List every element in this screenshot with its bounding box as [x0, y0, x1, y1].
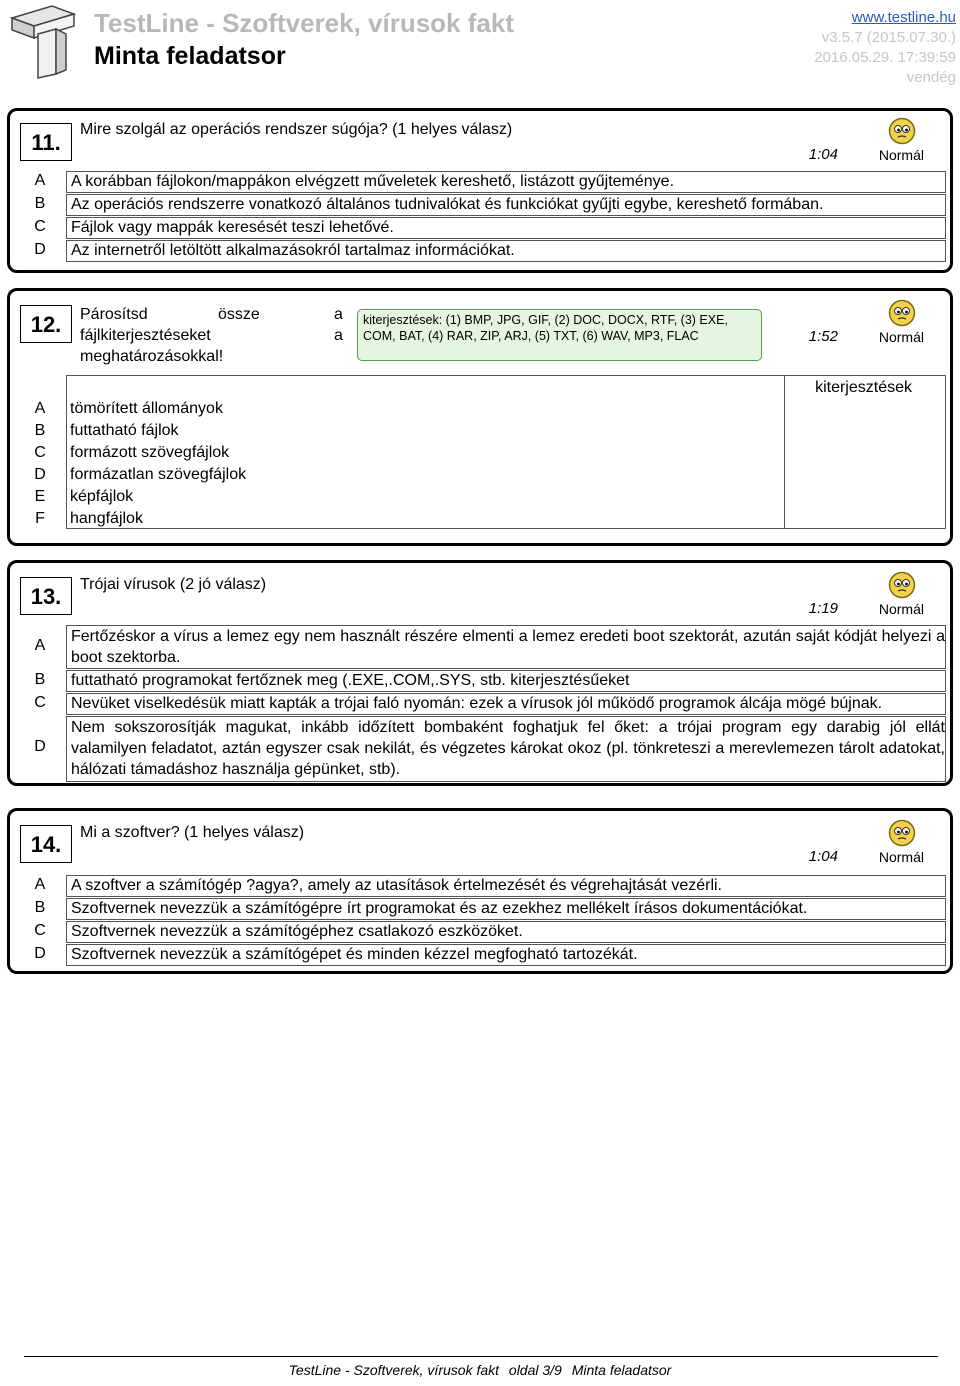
answer-text[interactable]: Az internetről letöltött alkalmazásokról tartalmaz információkat. — [66, 240, 946, 262]
answer-letter: D — [34, 738, 46, 755]
answer-letter: B — [34, 899, 46, 916]
answer-text: formázott szövegfájlok — [70, 444, 230, 461]
question-text-word: a — [334, 306, 343, 323]
answer-row[interactable] — [10, 625, 950, 669]
question-card-14 — [7, 808, 953, 974]
answer-row[interactable] — [10, 240, 950, 262]
question-text: Mire szolgál az operációs rendszer súgója? (1 helyes válasz) — [80, 121, 513, 138]
answer-row[interactable] — [10, 716, 950, 780]
answer-text[interactable]: Szoftvernek nevezzük a számítógéphez csatlakozó eszközöket. — [66, 921, 946, 943]
question-time: 1:04 — [808, 146, 838, 163]
answer-row[interactable] — [10, 875, 950, 897]
question-level: Normál — [878, 147, 924, 163]
answer-text: tömörített állományok — [70, 400, 223, 417]
question-text: Mi a szoftver? (1 helyes válasz) — [80, 824, 305, 841]
user-text: vendég — [906, 69, 956, 86]
page-footer — [0, 1362, 960, 1378]
answer-text[interactable]: futtatható programokat fertőznek meg (.EXE,.COM,.SYS, stb. kiterjesztésűeket — [66, 670, 946, 692]
answer-text[interactable]: Nem sokszorosítják magukat, inkább időzített bombaként foghatjuk fel őket: a trójai program egy darabig jól ellát valamilyen feladatot, aztán egyszer csak nekilát, és végzetes károkat okoz (pl. tönkreteszi a merevlemezen tárolt adatokat, hálózati támadáshoz használja gépünket, stb). — [66, 716, 946, 782]
answer-letter: C — [34, 444, 46, 461]
question-level: Normál — [878, 849, 924, 865]
question-card-11 — [7, 108, 953, 273]
answer-letter: C — [34, 218, 46, 235]
answer-text: hangfájlok — [70, 510, 143, 527]
match-row[interactable] — [10, 509, 950, 531]
answer-letter: E — [34, 488, 46, 505]
answer-row[interactable] — [10, 944, 950, 966]
version-text: v3.5.7 (2015.07.30.) — [821, 29, 956, 46]
answer-row[interactable] — [10, 898, 950, 920]
answer-letter: B — [34, 195, 46, 212]
answer-letter: D — [34, 945, 46, 962]
match-row[interactable] — [10, 421, 950, 443]
answer-row[interactable] — [10, 921, 950, 943]
question-time: 1:19 — [808, 600, 838, 617]
question-number: 14. — [20, 825, 72, 863]
question-text-word: Párosítsd — [80, 306, 148, 323]
question-text — [80, 304, 350, 367]
answer-letter: C — [34, 922, 46, 939]
question-number: 12. — [20, 305, 72, 343]
question-text-word: fájlkiterjesztéseket — [80, 327, 211, 344]
answer-row[interactable] — [10, 194, 950, 216]
match-row[interactable] — [10, 465, 950, 487]
footer-divider — [24, 1356, 938, 1357]
answer-text[interactable]: Az operációs rendszerre vonatkozó általános tudnivalókat és funkciókat gyűjti egybe, kereshető formában. — [66, 194, 946, 216]
question-card-13 — [7, 560, 953, 786]
hint-box: kiterjesztések: (1) BMP, JPG, GIF, (2) DOC, DOCX, RTF, (3) EXE, COM, BAT, (4) RAR, ZIP, ARJ, (5) TXT, (6) WAV, MP3, FLAC — [357, 309, 762, 361]
column-header: kiterjesztések — [815, 379, 912, 396]
datetime-text: 2016.05.29. 17:39:59 — [814, 49, 956, 66]
answer-row[interactable] — [10, 171, 950, 193]
answer-letter: B — [34, 422, 46, 439]
answer-letter: B — [34, 671, 46, 688]
page-title: TestLine - Szoftverek, vírusok fakt — [94, 8, 514, 38]
answer-row[interactable] — [10, 670, 950, 692]
answer-row[interactable] — [10, 693, 950, 715]
smiley-icon — [888, 819, 916, 847]
footer-title: TestLine - Szoftverek, vírusok fakt — [288, 1362, 500, 1378]
answer-letter: A — [34, 637, 46, 654]
question-text-word: össze — [218, 306, 260, 323]
footer-subtitle: Minta feladatsor — [571, 1362, 672, 1378]
match-row[interactable] — [10, 399, 950, 421]
smiley-icon — [888, 117, 916, 145]
header-meta — [814, 8, 956, 88]
answer-letter: D — [34, 241, 46, 258]
answer-text[interactable]: Fertőzéskor a vírus a lemez egy nem használt részére elmenti a lemez eredeti boot szektorát, azután saját kódját helyezi a boot szektorba. — [66, 625, 946, 669]
smiley-icon — [888, 571, 916, 599]
testline-logo — [8, 4, 80, 80]
page-subtitle: Minta feladatsor — [94, 42, 286, 70]
smiley-icon — [888, 299, 916, 327]
answer-text[interactable]: A szoftver a számítógép ?agya?, amely az utasítások értelmezését és végrehajtását vezérli. — [66, 875, 946, 897]
match-row[interactable] — [10, 487, 950, 509]
answer-letter: A — [34, 172, 46, 189]
answer-letter: F — [35, 510, 45, 527]
question-time: 1:52 — [808, 328, 838, 345]
site-link[interactable]: www.testline.hu — [851, 9, 956, 26]
question-text-line: meghatározásokkal! — [80, 348, 224, 365]
answer-text: formázatlan szövegfájlok — [70, 466, 247, 483]
question-level: Normál — [878, 329, 924, 345]
answer-row[interactable] — [10, 217, 950, 239]
answer-letter: C — [34, 694, 46, 711]
question-text: Trójai vírusok (2 jó válasz) — [80, 576, 267, 593]
match-row[interactable] — [10, 443, 950, 465]
answer-text[interactable]: A korábban fájlokon/mappákon elvégzett műveletek kereshető, listázott gyűjteménye. — [66, 171, 946, 193]
question-level: Normál — [878, 601, 924, 617]
answer-letter: D — [34, 466, 46, 483]
question-number: 13. — [20, 577, 72, 615]
answer-text[interactable]: Szoftvernek nevezzük a számítógépet és minden kézzel megfogható tartozékát. — [66, 944, 946, 966]
answer-text[interactable]: Szoftvernek nevezzük a számítógépre írt programokat és az ezekhez mellékelt írásos dokumentációkat. — [66, 898, 946, 920]
answer-text[interactable]: Nevüket viselkedésük miatt kapták a trójai faló nyomán: ezek a vírusok jól működő programok álcája mögé bújnak. — [66, 693, 946, 715]
answer-letter: A — [34, 876, 46, 893]
answer-letter: A — [34, 400, 46, 417]
question-number: 11. — [20, 123, 72, 161]
question-time: 1:04 — [808, 848, 838, 865]
footer-page: oldal 3/9 — [508, 1362, 562, 1378]
answer-text: képfájlok — [70, 488, 134, 505]
answer-text[interactable]: Fájlok vagy mappák keresését teszi lehetővé. — [66, 217, 946, 239]
question-text-word: a — [334, 327, 343, 344]
answer-text: futtatható fájlok — [70, 422, 179, 439]
question-card-12 — [7, 288, 953, 546]
